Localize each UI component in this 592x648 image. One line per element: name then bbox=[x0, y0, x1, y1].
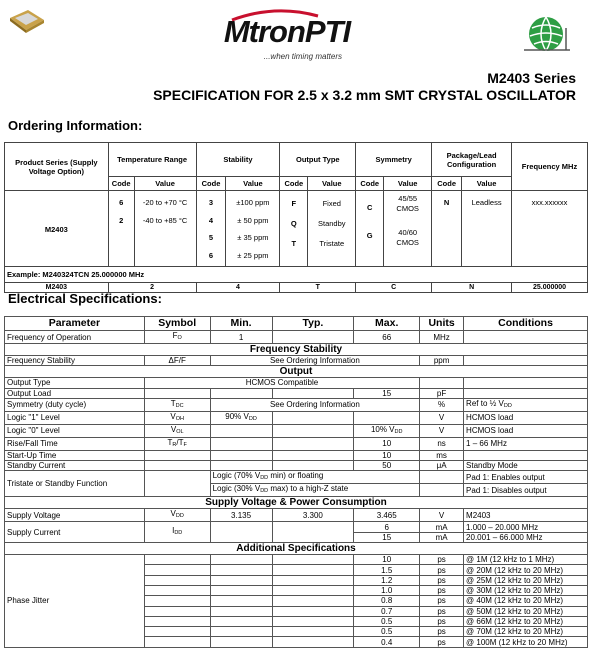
symbol-sub: DC bbox=[175, 402, 184, 409]
section-additional: Additional Specifications bbox=[5, 543, 588, 555]
symbol-sub: OL bbox=[176, 428, 184, 435]
header-max: Max. bbox=[354, 317, 420, 331]
frequency-value: xxx.xxxxxx bbox=[512, 191, 588, 267]
min-cell bbox=[210, 424, 272, 437]
header-temperature-range: Temperature Range bbox=[108, 143, 196, 177]
row-supply-current-1 bbox=[5, 522, 588, 532]
symbol-sub: DD bbox=[175, 513, 184, 520]
output-value: Standby bbox=[318, 219, 346, 228]
output-value: Tristate bbox=[319, 239, 345, 248]
logic-sub: DD bbox=[260, 488, 269, 495]
param-cell: Supply Current bbox=[5, 522, 145, 543]
span-cell: HCMOS Compatible bbox=[144, 378, 419, 388]
max-cell: 10 bbox=[354, 450, 420, 460]
units-cell bbox=[420, 378, 464, 388]
header-conditions: Conditions bbox=[464, 317, 588, 331]
output-code: F bbox=[291, 199, 297, 208]
param-cell: Output Type bbox=[5, 378, 145, 388]
typ-cell bbox=[272, 606, 354, 616]
crystal-chip-image bbox=[6, 8, 46, 34]
conditions-cell: @ 40M (12 kHz to 20 MHz) bbox=[464, 596, 588, 606]
min-cell bbox=[210, 575, 272, 585]
units-cell: V bbox=[420, 509, 464, 522]
row-frequency-of-operation bbox=[5, 331, 588, 344]
conditions-cell bbox=[464, 356, 588, 366]
row-symmetry bbox=[5, 398, 588, 411]
typ-cell bbox=[272, 461, 354, 471]
row-logic-1 bbox=[5, 411, 588, 424]
min-cell bbox=[210, 388, 272, 398]
symbol-sub: OH bbox=[175, 415, 184, 422]
conditions-cell: @ 70M (12 kHz to 20 MHz) bbox=[464, 627, 588, 637]
max-text: 10% V bbox=[370, 424, 395, 434]
param-cell: Tristate or Standby Function bbox=[5, 471, 145, 497]
symbol-text: T bbox=[167, 437, 173, 447]
header-parameter: Parameter bbox=[5, 317, 145, 331]
units-cell: ps bbox=[420, 637, 464, 647]
header-symmetry: Symmetry bbox=[356, 143, 432, 177]
units-cell: % bbox=[420, 398, 464, 411]
tristate-logic-high bbox=[210, 471, 420, 484]
stability-value: ± 35 ppm bbox=[237, 233, 269, 242]
value-label: Value bbox=[384, 177, 432, 191]
min-cell bbox=[210, 555, 272, 565]
temp-code: 2 bbox=[119, 215, 124, 225]
units-cell: ms bbox=[420, 450, 464, 460]
row-standby-current bbox=[5, 461, 588, 471]
max-cell: 0.7 bbox=[354, 606, 420, 616]
max-cell: 6 bbox=[354, 522, 420, 532]
typ-cell bbox=[272, 437, 354, 450]
temp-value: -20 to +70 °C bbox=[142, 198, 188, 207]
header-stability: Stability bbox=[196, 143, 280, 177]
units-cell: mA bbox=[420, 532, 464, 542]
temp-value: -40 to +85 °C bbox=[142, 215, 188, 225]
span-cell: See Ordering Information bbox=[210, 356, 420, 366]
stability-value: ±100 ppm bbox=[236, 198, 270, 207]
max-cell: 10 bbox=[354, 555, 420, 565]
symbol-cell bbox=[144, 398, 210, 411]
example-label: Example: M240324TCN 25.000000 MHz bbox=[5, 267, 588, 283]
max-cell: 15 bbox=[354, 388, 420, 398]
product-series-value: M2403 bbox=[5, 191, 109, 267]
typ-cell bbox=[272, 411, 354, 424]
value-label: Value bbox=[308, 177, 356, 191]
logic-text: Logic (70% V bbox=[212, 471, 261, 481]
section-output: Output bbox=[5, 366, 588, 378]
stability-code: 5 bbox=[208, 233, 214, 242]
symbol-sub: O bbox=[177, 335, 182, 341]
row-output-type bbox=[5, 378, 588, 388]
symbol-cell bbox=[144, 522, 210, 543]
conditions-cell: @ 1M (12 kHz to 1 MHz) bbox=[464, 555, 588, 565]
units-cell: ps bbox=[420, 555, 464, 565]
header-units: Units bbox=[420, 317, 464, 331]
section-supply: Supply Voltage & Power Consumption bbox=[5, 497, 588, 509]
symbol-cell bbox=[144, 585, 210, 595]
code-label: Code bbox=[108, 177, 134, 191]
max-cell: 1.0 bbox=[354, 585, 420, 595]
units-cell: ns bbox=[420, 437, 464, 450]
symbol-text: V bbox=[170, 509, 176, 519]
logic-text: Logic (30% V bbox=[212, 484, 261, 494]
min-cell bbox=[210, 596, 272, 606]
min-cell bbox=[210, 450, 272, 460]
param-cell: Logic "0" Level bbox=[5, 424, 145, 437]
units-cell: ps bbox=[420, 585, 464, 595]
units-cell: ps bbox=[420, 616, 464, 626]
max-cell: 1.5 bbox=[354, 565, 420, 575]
output-code: Q bbox=[290, 219, 297, 228]
symbol-sub: F bbox=[183, 441, 187, 448]
example-symmetry: C bbox=[356, 283, 432, 293]
max-cell bbox=[354, 424, 420, 437]
logo-swoosh-icon bbox=[230, 8, 320, 22]
param-cell: Symmetry (duty cycle) bbox=[5, 398, 145, 411]
max-cell: 15 bbox=[354, 532, 420, 542]
stability-code: 3 bbox=[208, 198, 214, 207]
header-min: Min. bbox=[210, 317, 272, 331]
logo-text: MtronPTI bbox=[223, 14, 351, 49]
units-cell: ps bbox=[420, 565, 464, 575]
cond-sub: DD bbox=[503, 402, 512, 409]
cond-text: Ref to ½ V bbox=[466, 398, 504, 408]
conditions-cell: @ 20M (12 kHz to 20 MHz) bbox=[464, 565, 588, 575]
logic-text: max) to a high-Z state bbox=[268, 484, 349, 494]
param-cell: Logic "1" Level bbox=[5, 411, 145, 424]
symbol-cell bbox=[144, 509, 210, 522]
phase-jitter-rows bbox=[5, 555, 588, 648]
typ-cell: 3.300 bbox=[272, 509, 354, 522]
conditions-cell: @ 100M (12 kHz to 20 MHz) bbox=[464, 637, 588, 647]
units-cell: pF bbox=[420, 388, 464, 398]
symmetry-value: 40/60 CMOS bbox=[396, 228, 419, 247]
typ-cell bbox=[272, 596, 354, 606]
stability-value: ± 25 ppm bbox=[237, 250, 269, 260]
row-logic-0 bbox=[5, 424, 588, 437]
conditions-cell: Pad 1: Disables output bbox=[464, 484, 588, 497]
phase-jitter-row bbox=[5, 555, 588, 565]
header-product-series: Product Series (Supply Voltage Option) bbox=[5, 143, 109, 191]
typ-cell bbox=[272, 555, 354, 565]
symbol-cell bbox=[144, 471, 210, 497]
min-cell bbox=[210, 606, 272, 616]
param-cell: Frequency Stability bbox=[5, 356, 145, 366]
max-sub: DD bbox=[394, 428, 403, 435]
param-cell: Supply Voltage bbox=[5, 509, 145, 522]
min-cell bbox=[210, 437, 272, 450]
units-cell bbox=[420, 484, 464, 497]
max-cell: 66 bbox=[354, 331, 420, 344]
conditions-cell: HCMOS load bbox=[464, 424, 588, 437]
logic-sub: DD bbox=[260, 475, 269, 482]
symbol-sub: R bbox=[172, 441, 177, 448]
stability-code: 6 bbox=[208, 250, 214, 260]
symbol-cell: ΔF/F bbox=[144, 356, 210, 366]
symbol-text: T bbox=[170, 398, 176, 408]
max-cell: 3.465 bbox=[354, 509, 420, 522]
conditions-cell: @ 50M (12 kHz to 20 MHz) bbox=[464, 606, 588, 616]
header-typ: Typ. bbox=[272, 317, 354, 331]
rohs-globe-icon bbox=[518, 14, 574, 56]
units-cell: ps bbox=[420, 627, 464, 637]
param-cell: Output Load bbox=[5, 388, 145, 398]
section-frequency-stability: Frequency Stability bbox=[5, 344, 588, 356]
units-cell: ps bbox=[420, 606, 464, 616]
header-package: Package/Lead Configuration bbox=[432, 143, 512, 177]
code-label: Code bbox=[432, 177, 462, 191]
code-label: Code bbox=[356, 177, 384, 191]
spec-title: SPECIFICATION FOR 2.5 x 3.2 mm SMT CRYSTAL OSCILLATOR bbox=[153, 87, 576, 103]
min-cell: 1 bbox=[210, 331, 272, 344]
symmetry-code: C bbox=[367, 203, 373, 212]
min-text: 90% V bbox=[225, 411, 249, 421]
min-cell bbox=[210, 411, 272, 424]
symbol-text: V bbox=[170, 411, 176, 421]
typ-cell bbox=[272, 616, 354, 626]
min-cell bbox=[210, 627, 272, 637]
conditions-cell: @ 25M (12 kHz to 20 MHz) bbox=[464, 575, 588, 585]
temp-code: 6 bbox=[119, 198, 124, 207]
conditions-cell: Pad 1: Enables output bbox=[464, 471, 588, 484]
symbol-text: V bbox=[170, 424, 177, 434]
units-cell bbox=[420, 471, 464, 484]
typ-cell bbox=[272, 450, 354, 460]
symbol-cell bbox=[144, 565, 210, 575]
max-cell: 0.5 bbox=[354, 627, 420, 637]
symbol-cell bbox=[144, 616, 210, 626]
header-frequency: Frequency MHz bbox=[512, 143, 588, 191]
value-label: Value bbox=[134, 177, 196, 191]
conditions-cell bbox=[464, 331, 588, 344]
header-output-type: Output Type bbox=[280, 143, 356, 177]
value-label: Value bbox=[226, 177, 280, 191]
example-frequency: 25.000000 bbox=[512, 283, 588, 293]
units-cell: mA bbox=[420, 522, 464, 532]
symbol-cell bbox=[144, 331, 210, 344]
units-cell: ps bbox=[420, 596, 464, 606]
typ-cell bbox=[272, 585, 354, 595]
param-cell: Frequency of Operation bbox=[5, 331, 145, 344]
units-cell: μA bbox=[420, 461, 464, 471]
symbol-text: I bbox=[172, 526, 175, 536]
logic-text: min) or floating bbox=[268, 471, 324, 481]
package-value: Leadless bbox=[462, 191, 512, 267]
row-supply-voltage bbox=[5, 509, 588, 522]
example-package: N bbox=[432, 283, 512, 293]
row-frequency-stability bbox=[5, 356, 588, 366]
symbol-cell bbox=[144, 555, 210, 565]
symbol-cell bbox=[144, 411, 210, 424]
param-cell: Standby Current bbox=[5, 461, 145, 471]
min-cell bbox=[210, 522, 272, 543]
symbol-text: F bbox=[172, 331, 178, 340]
example-temp: 2 bbox=[108, 283, 196, 293]
units-cell: ps bbox=[420, 575, 464, 585]
header-symbol: Symbol bbox=[144, 317, 210, 331]
output-code: T bbox=[291, 239, 297, 248]
symbol-cell bbox=[144, 450, 210, 460]
electrical-table bbox=[4, 316, 588, 648]
symbol-sub: DD bbox=[174, 530, 183, 537]
typ-cell bbox=[272, 522, 354, 543]
symbol-cell bbox=[144, 388, 210, 398]
conditions-cell: @ 66M (12 kHz to 20 MHz) bbox=[464, 616, 588, 626]
units-cell: V bbox=[420, 411, 464, 424]
units-cell: ppm bbox=[420, 356, 464, 366]
param-cell: Phase Jitter bbox=[5, 555, 145, 648]
span-cell: See Ordering Information bbox=[210, 398, 420, 411]
conditions-cell bbox=[464, 450, 588, 460]
series-title: M2403 Series bbox=[487, 70, 576, 86]
min-cell: 3.135 bbox=[210, 509, 272, 522]
typ-cell bbox=[272, 565, 354, 575]
typ-cell bbox=[272, 627, 354, 637]
symbol-text: /T bbox=[176, 437, 184, 447]
row-tristate-1 bbox=[5, 471, 588, 484]
symbol-cell bbox=[144, 575, 210, 585]
ordering-section-title: Ordering Information: bbox=[8, 118, 143, 133]
symbol-cell bbox=[144, 424, 210, 437]
symbol-cell bbox=[144, 627, 210, 637]
symmetry-code: G bbox=[366, 231, 373, 240]
stability-value: ± 50 ppm bbox=[237, 215, 269, 225]
units-cell: MHz bbox=[420, 331, 464, 344]
typ-cell bbox=[272, 388, 354, 398]
value-label: Value bbox=[462, 177, 512, 191]
param-cell: Rise/Fall Time bbox=[5, 437, 145, 450]
conditions-cell bbox=[464, 378, 588, 388]
conditions-cell: 20.001 – 66.000 MHz bbox=[464, 532, 588, 542]
symbol-cell bbox=[144, 606, 210, 616]
max-cell: 1.2 bbox=[354, 575, 420, 585]
code-label: Code bbox=[280, 177, 308, 191]
max-cell: 50 bbox=[354, 461, 420, 471]
conditions-cell: M2403 bbox=[464, 509, 588, 522]
max-cell: 0.4 bbox=[354, 637, 420, 647]
max-cell: 10 bbox=[354, 437, 420, 450]
conditions-cell bbox=[464, 398, 588, 411]
example-stability: 4 bbox=[196, 283, 280, 293]
example-output: T bbox=[280, 283, 356, 293]
mtronpti-logo bbox=[212, 8, 362, 62]
logo-tagline: ...when timing matters bbox=[263, 52, 342, 61]
min-cell bbox=[210, 585, 272, 595]
symbol-cell bbox=[144, 461, 210, 471]
max-cell: 0.8 bbox=[354, 596, 420, 606]
package-code: N bbox=[432, 191, 462, 267]
tristate-logic-low bbox=[210, 484, 420, 497]
conditions-cell bbox=[464, 388, 588, 398]
min-cell bbox=[210, 616, 272, 626]
row-startup bbox=[5, 450, 588, 460]
max-cell bbox=[354, 411, 420, 424]
conditions-cell: Standby Mode bbox=[464, 461, 588, 471]
row-rise-fall bbox=[5, 437, 588, 450]
conditions-cell: 1 – 66 MHz bbox=[464, 437, 588, 450]
min-cell bbox=[210, 461, 272, 471]
conditions-cell: @ 30M (12 kHz to 20 MHz) bbox=[464, 585, 588, 595]
typ-cell bbox=[272, 575, 354, 585]
min-sub: DD bbox=[248, 415, 257, 422]
symbol-cell bbox=[144, 437, 210, 450]
symbol-cell bbox=[144, 596, 210, 606]
typ-cell bbox=[272, 331, 354, 344]
output-value: Fixed bbox=[322, 199, 341, 208]
min-cell bbox=[210, 565, 272, 575]
units-cell: V bbox=[420, 424, 464, 437]
code-label: Code bbox=[196, 177, 226, 191]
conditions-cell: HCMOS load bbox=[464, 411, 588, 424]
conditions-cell: 1.000 – 20.000 MHz bbox=[464, 522, 588, 532]
ordering-table bbox=[4, 142, 588, 293]
param-cell: Start-Up Time bbox=[5, 450, 145, 460]
example-product: M2403 bbox=[5, 283, 109, 293]
electrical-section-title: Electrical Specifications: bbox=[8, 291, 162, 306]
symmetry-value: 45/55 CMOS bbox=[396, 194, 419, 213]
typ-cell bbox=[272, 424, 354, 437]
max-cell: 0.5 bbox=[354, 616, 420, 626]
stability-code: 4 bbox=[208, 215, 214, 225]
row-output-load bbox=[5, 388, 588, 398]
